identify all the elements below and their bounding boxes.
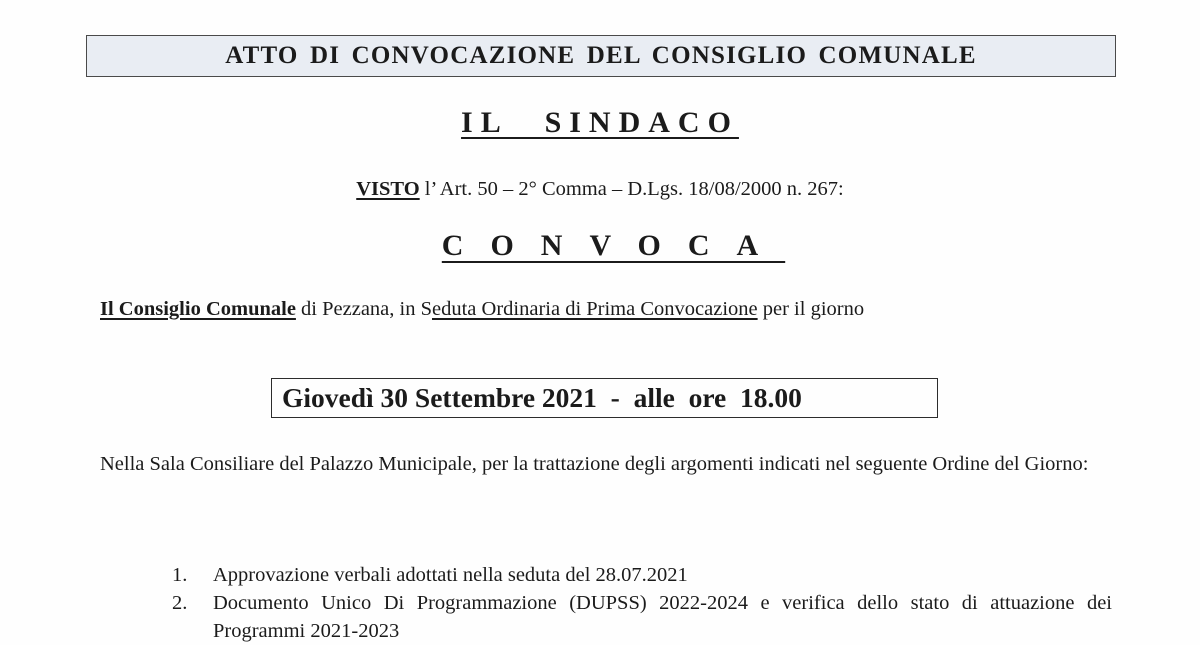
meeting-date: Giovedì 30 Settembre 2021 - alle ore 18.00 (282, 382, 802, 413)
agenda-item (172, 589, 1112, 645)
intro-text-2: per il giorno (757, 298, 865, 320)
heading-sindaco-text: IL SINDACO (461, 106, 739, 139)
heading-sindaco (0, 106, 1200, 140)
intro-line (100, 298, 864, 321)
visto-label: VISTO (356, 178, 420, 200)
date-box (271, 378, 938, 418)
agenda-item-number: 2. (172, 592, 188, 614)
clipped-header-text (82, 0, 352, 2)
visto-text: l’ Art. 50 – 2° Comma – D.Lgs. 18/08/2000 n. 267: (419, 178, 844, 200)
agenda-item-number: 1. (172, 564, 188, 586)
agenda-item-text: Approvazione verbali adottati nella seduta del 28.07.2021 (213, 564, 688, 586)
intro-session: eduta Ordinaria di Prima Convocazione (432, 298, 758, 320)
venue-paragraph: Nella Sala Consiliare del Palazzo Municipale, per la trattazione degli argomenti indicati nel seguente Ordine del Giorno: (100, 453, 1089, 475)
intro-subject: Il Consiglio Comunale (100, 298, 296, 320)
heading-convoca-text: CONVOCA (441, 229, 786, 262)
visto-line (0, 178, 1200, 201)
heading-convoca (0, 229, 1200, 263)
agenda-item-text: Documento Unico Di Programmazione (DUPSS) 2022-2024 e verifica dello stato di attuazione dei Programmi 2021-2023 (213, 592, 1112, 642)
title-box (86, 35, 1116, 77)
intro-text-1: di Pezzana, in S (295, 298, 432, 320)
document-title: ATTO DI CONVOCAZIONE DEL CONSIGLIO COMUNALE (225, 42, 977, 69)
agenda-item (172, 561, 1112, 589)
agenda-list (172, 561, 1112, 645)
